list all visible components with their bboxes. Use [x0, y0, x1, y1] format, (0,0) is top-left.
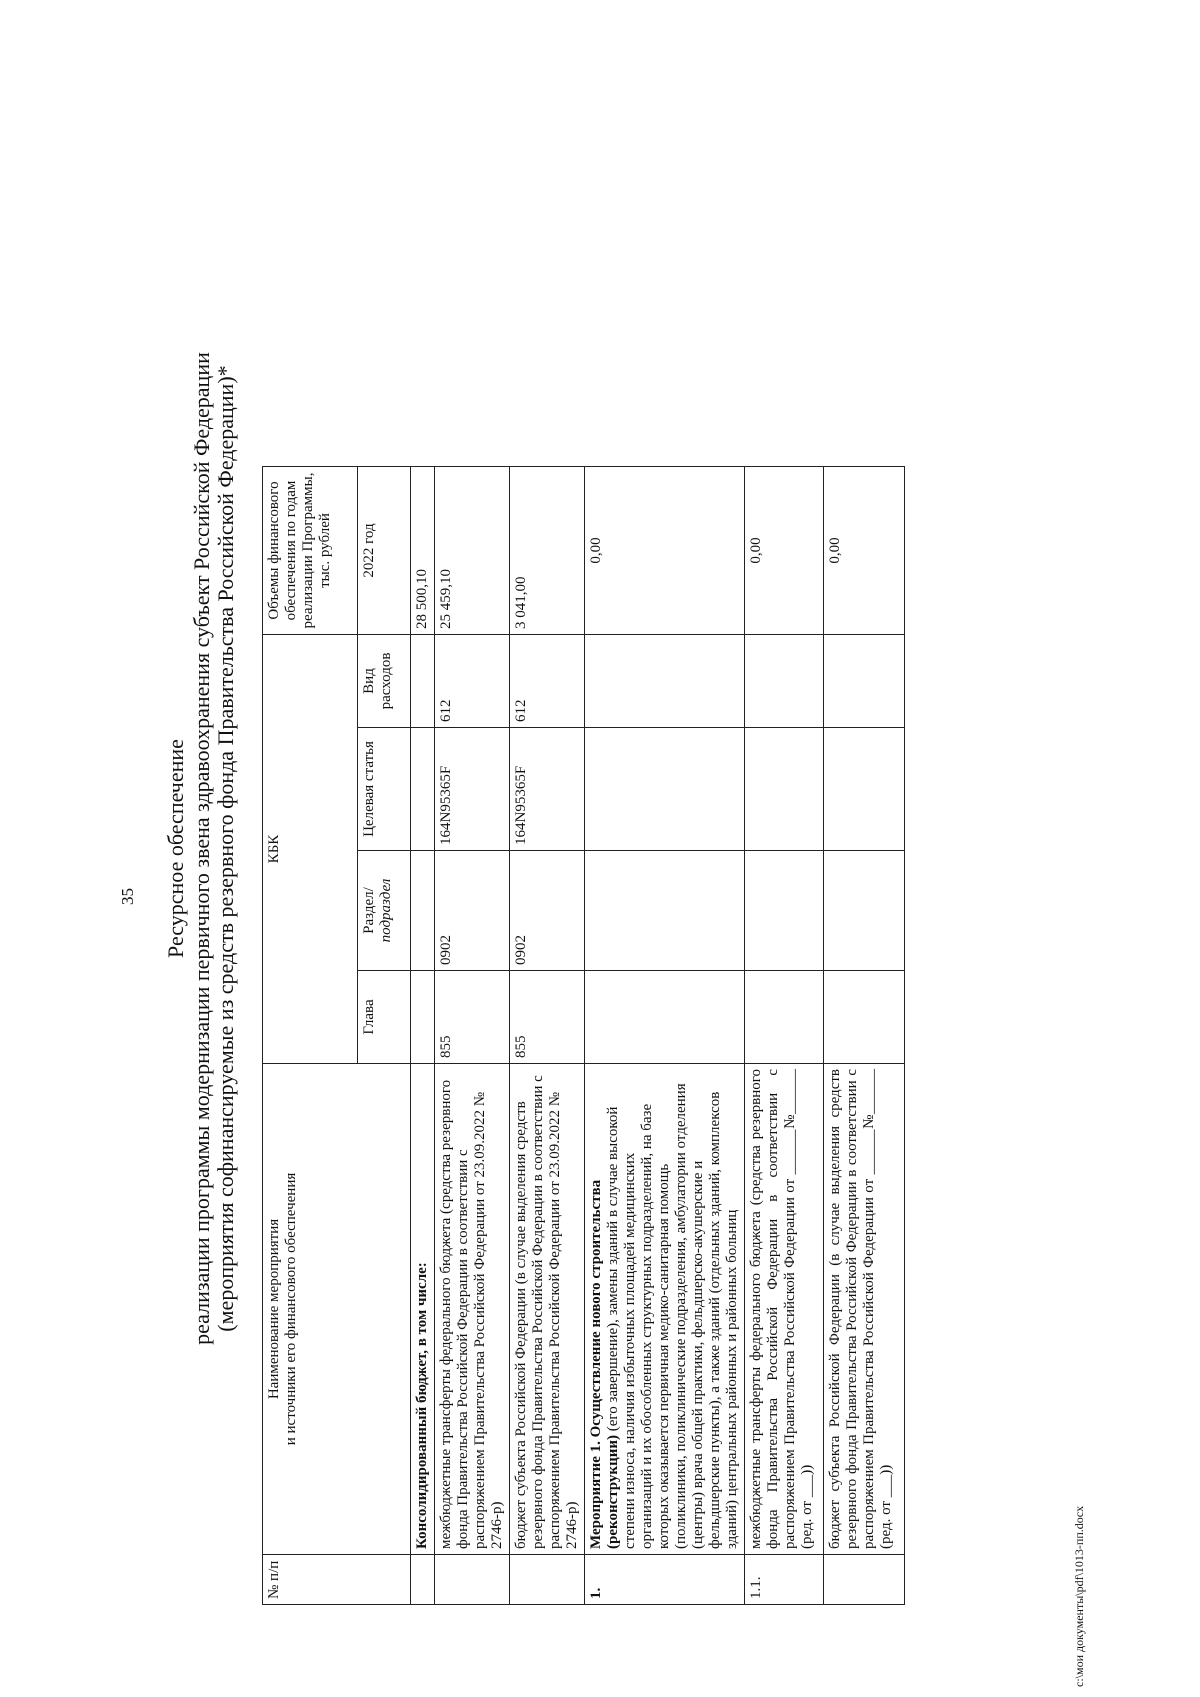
table-row — [824, 467, 905, 1605]
row-value: 0,00 — [824, 467, 905, 635]
header-glava: Глава — [358, 971, 411, 1064]
row-celevaya: 164N95365F — [435, 728, 510, 851]
row-vid — [411, 635, 435, 728]
header-year: 2022 год — [358, 467, 411, 635]
document-subtitle-note: (мероприятия софинансируемые из средств резервного фонда Правительства Российской Федерации)* — [213, 365, 238, 1332]
row-celevaya — [585, 728, 745, 851]
header-name — [263, 1064, 411, 1555]
row-razdel — [411, 851, 435, 971]
row-value: 28 500,10 — [411, 467, 435, 635]
row-razdel — [824, 851, 905, 971]
footer-file-path: c:\мои документы\pdf\1013-пп.docx — [1072, 1505, 1086, 1687]
header-celevaya: Целевая статья — [358, 728, 411, 851]
row-vid — [824, 635, 905, 728]
row-celevaya — [411, 728, 435, 851]
row-name: бюджет субъекта Российской Федерации (в случае выделения средств резервного фонда Правительства Российской Федерации в соответствии с распоряжением Правительства Российской Федерации от 23.09.2022 № 2746-р) — [510, 1064, 585, 1555]
row-razdel: 0902 — [435, 851, 510, 971]
row-vid — [585, 635, 745, 728]
row-name: Консолидированный бюджет, в том числе: — [411, 1064, 435, 1555]
header-row-1 — [263, 467, 358, 1605]
resource-table — [262, 466, 905, 1605]
row-celevaya: 164N95365F — [510, 728, 585, 851]
row-num — [435, 1555, 510, 1605]
row-name-bold: Мероприятие 1. Осуществление нового строительства (реконструкции) — [588, 1179, 621, 1549]
header-vid: Вид расходов — [358, 635, 411, 728]
row-value: 0,00 — [745, 467, 824, 635]
header-volume: Объемы финансового обеспечения по годам реализации Программы, тыс. рублей — [263, 467, 358, 635]
header-name-line1: Наименование мероприятия — [266, 1218, 282, 1400]
row-name: бюджет субъекта Российской Федерации (в случае выделения средств резервного фонда Правительства Российской Федерации в соответствии с распоряжением Правительства Российской Федерации от ______№______ (ред. от ___)) — [824, 1064, 905, 1555]
page-number: 35 — [118, 888, 137, 905]
row-num — [510, 1555, 585, 1605]
row-razdel: 0902 — [510, 851, 585, 971]
row-num: 1.1. — [745, 1555, 824, 1605]
row-razdel — [585, 851, 745, 971]
row-name-rest: (его завершение), замены зданий в случае высокой степени износа, наличия избыточных площадей медицинских организаций и их обособленных структурных подразделений, на базе которых оказывается первичная медико-санитарная помощь (поликлиники, поликлинические подразделения, амбулатории отделения (центры) врача общей практики, фельдшерско-акушерские и фельдшерские пункты), а также зданий (отдельных зданий, комплексов зданий) центральных районных и районных больниц — [605, 1083, 740, 1549]
header-razdel — [358, 851, 411, 971]
row-num: 1. — [585, 1555, 745, 1605]
row-glava — [585, 971, 745, 1064]
row-glava — [411, 971, 435, 1064]
row-num — [824, 1555, 905, 1605]
row-name: межбюджетные трансферты федерального бюджета (средства резервного фонда Правительства Российской Федерации в соответствии с распоряжением Правительства Российской Федерации от 23.09.2022 № 2746-р) — [435, 1064, 510, 1555]
header-name-line2: и источники его финансового обеспечения — [283, 1172, 299, 1446]
table-row — [745, 467, 824, 1605]
table-row — [435, 467, 510, 1605]
row-vid: 612 — [510, 635, 585, 728]
row-razdel — [745, 851, 824, 971]
row-glava — [745, 971, 824, 1064]
row-value: 0,00 — [585, 467, 745, 635]
row-celevaya — [745, 728, 824, 851]
row-value: 3 041,00 — [510, 467, 585, 635]
header-razdel-line2: подраздел — [378, 878, 394, 943]
row-vid — [745, 635, 824, 728]
table-row — [510, 467, 585, 1605]
header-num: № п/п — [263, 1555, 411, 1605]
table-row — [585, 467, 745, 1605]
row-glava: 855 — [435, 971, 510, 1064]
row-value: 25 459,10 — [435, 467, 510, 635]
header-razdel-line1: Раздел/ — [361, 887, 377, 934]
row-celevaya — [824, 728, 905, 851]
header-kbk: КБК — [263, 635, 358, 1064]
row-name — [585, 1064, 745, 1555]
document-title: Ресурсное обеспечение — [163, 739, 188, 958]
row-num — [411, 1555, 435, 1605]
row-name: межбюджетные трансферты федерального бюджета (средства резервного фонда Правительства Российской Федерации в соответствии с распоряжением Правительства Российской Федерации от ______№______ (ред. от ___)) — [745, 1064, 824, 1555]
document-subtitle: реализации программы модернизации первичного звена здравоохранения субъект Российской Федерации — [189, 352, 214, 1345]
row-glava: 855 — [510, 971, 585, 1064]
row-vid: 612 — [435, 635, 510, 728]
row-glava — [824, 971, 905, 1064]
table-row — [411, 467, 435, 1605]
